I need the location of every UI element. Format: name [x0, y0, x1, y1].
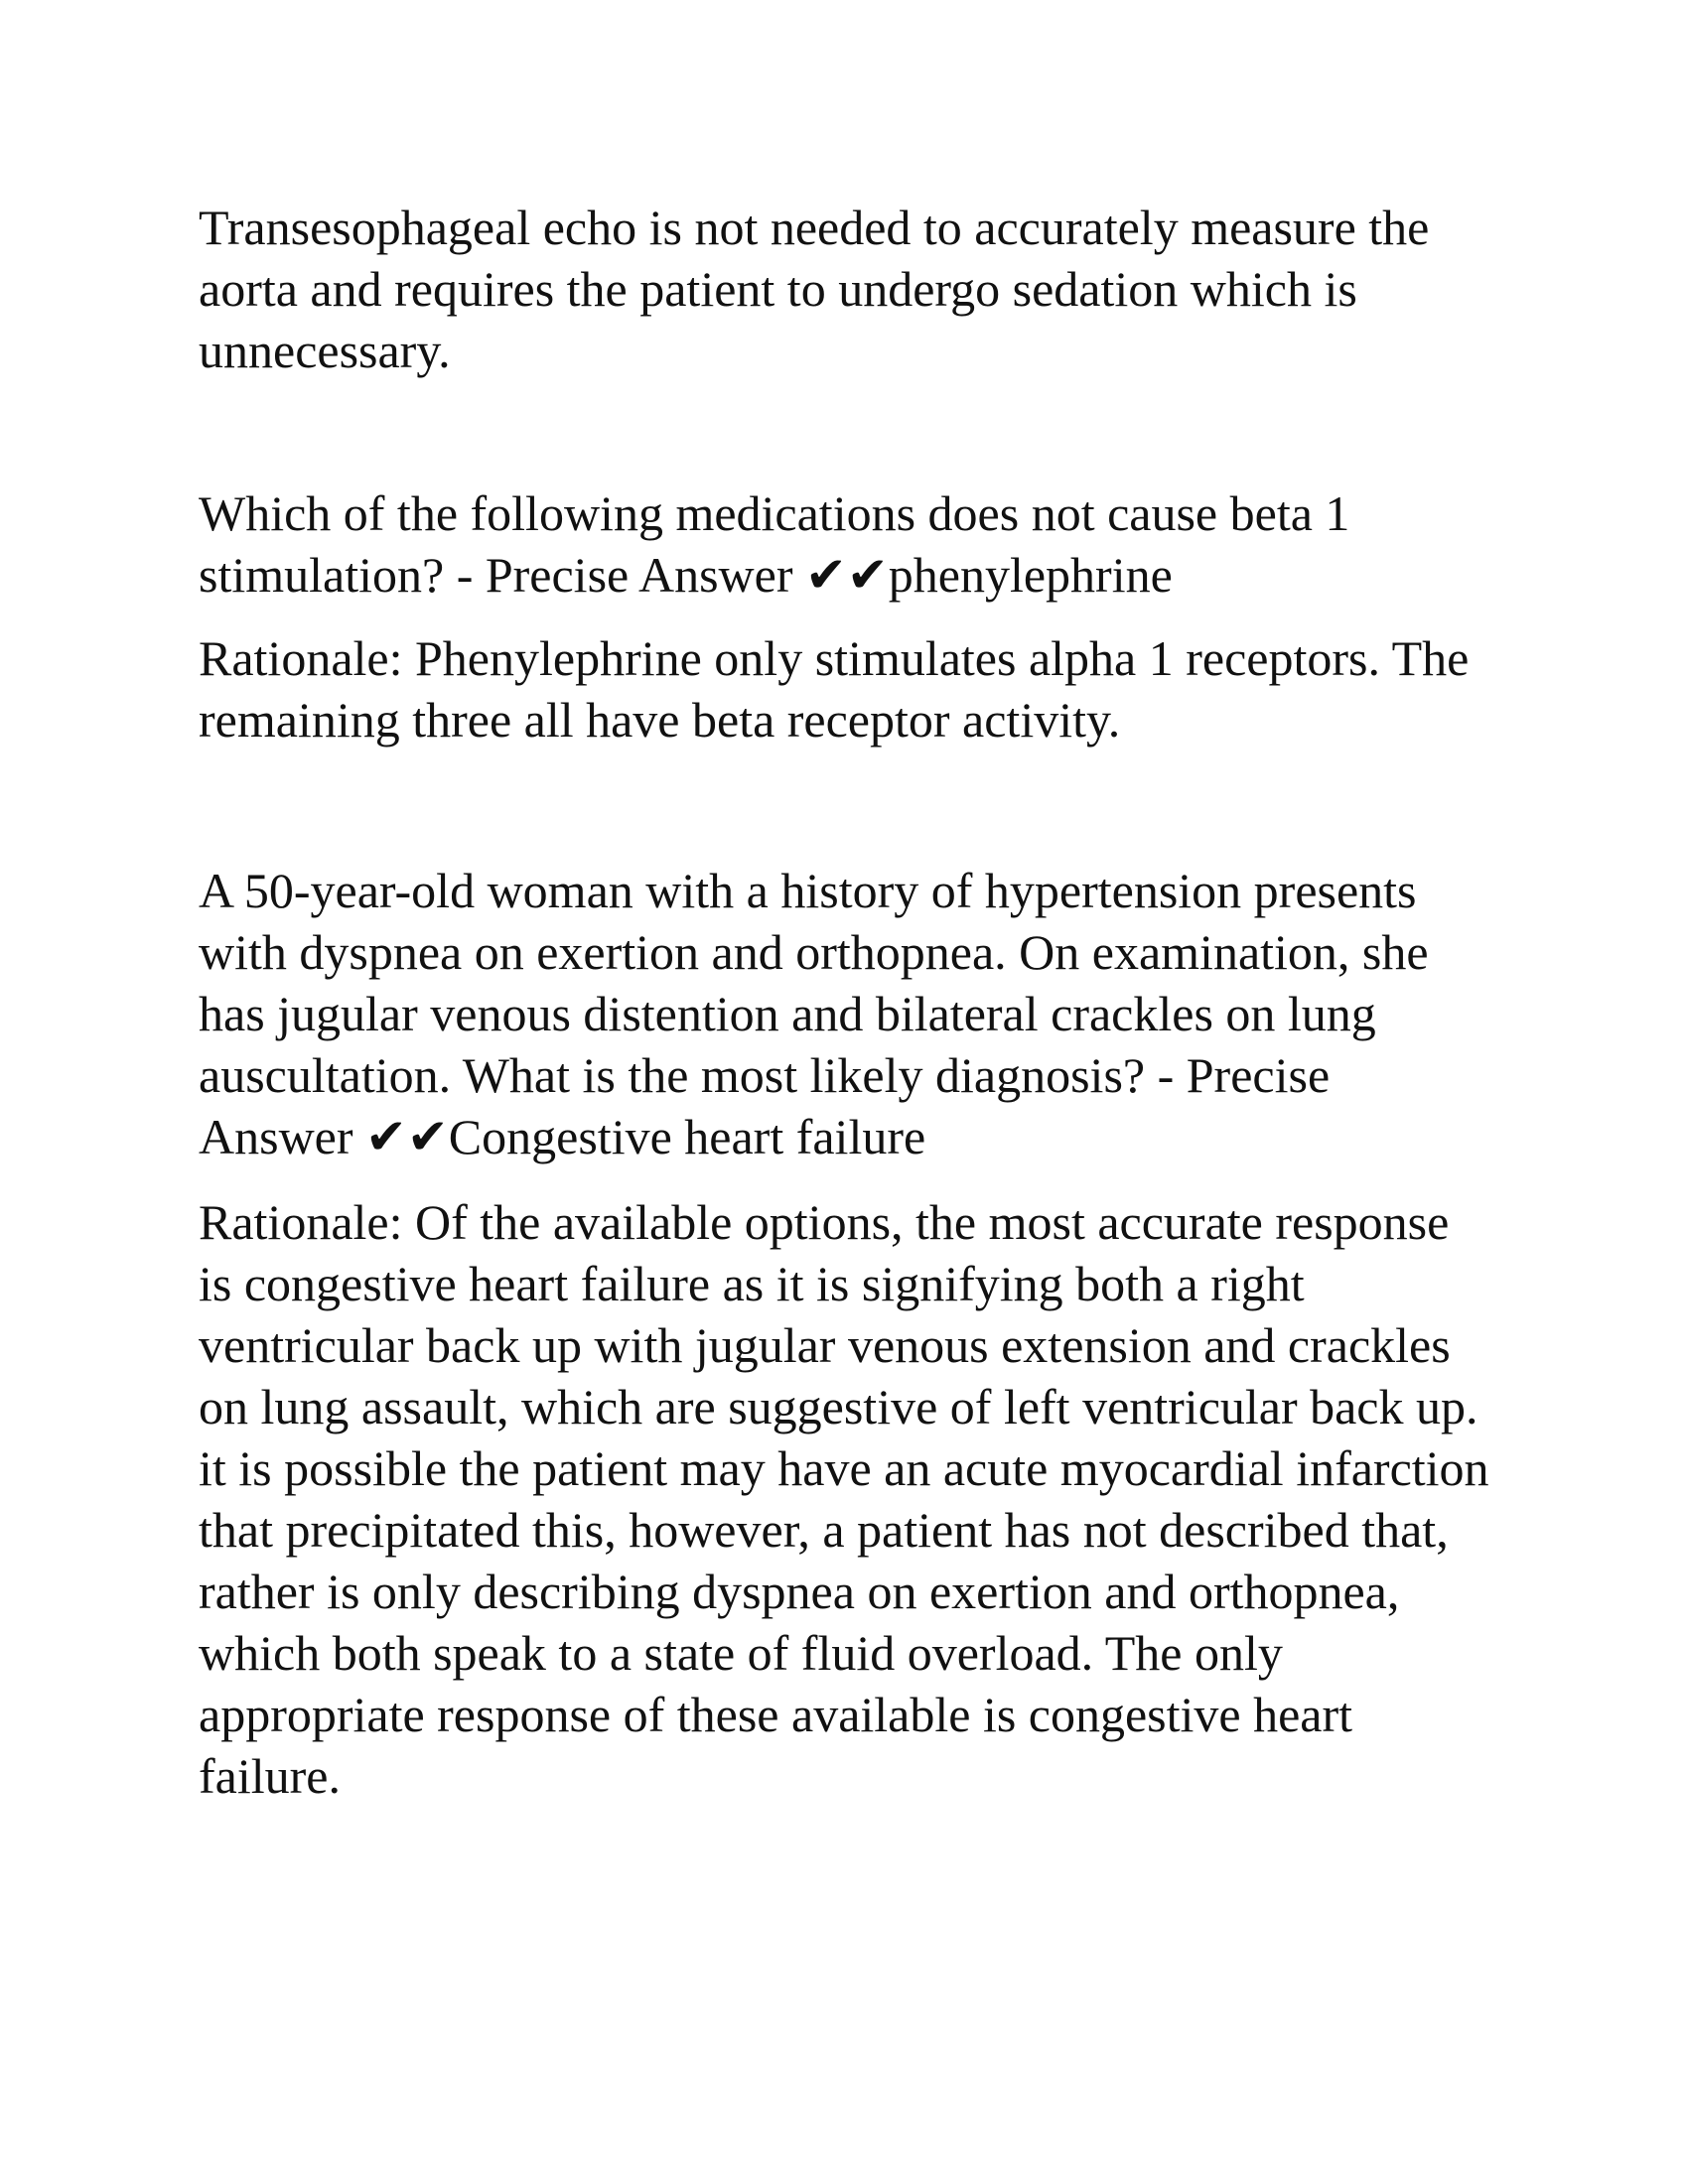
paragraph-echo-explanation: [199, 197, 1489, 381]
paragraph-chf-rationale: [199, 1191, 1489, 1807]
text-line: appropriate response of these available is congestive heart: [199, 1687, 1353, 1742]
text-line: ventricular back up with jugular venous extension and crackles: [199, 1317, 1451, 1373]
text-line: remaining three all have beta receptor activity.: [199, 692, 1121, 748]
text-line: it is possible the patient may have an acute myocardial infarction: [199, 1440, 1489, 1496]
text-line: with dyspnea on exertion and orthopnea. On examination, she: [199, 924, 1429, 980]
text-line: Answer ✔✔Congestive heart failure: [199, 1109, 926, 1164]
text-line: rather is only describing dyspnea on exertion and orthopnea,: [199, 1564, 1400, 1619]
text-line: has jugular venous distention and bilateral crackles on lung: [199, 986, 1376, 1041]
text-line: is congestive heart failure as it is signifying both a right: [199, 1256, 1305, 1311]
text-line: stimulation? - Precise Answer ✔✔phenylephrine: [199, 547, 1173, 603]
text-line: failure.: [199, 1748, 341, 1804]
text-line: on lung assault, which are suggestive of left ventricular back up.: [199, 1379, 1478, 1434]
text-line: aorta and requires the patient to undergo sedation which is: [199, 261, 1357, 317]
text-line: that precipitated this, however, a patient has not described that,: [199, 1502, 1449, 1558]
text-line: Transesophageal echo is not needed to accurately measure the: [199, 200, 1430, 255]
text-line: which both speak to a state of fluid overload. The only: [199, 1625, 1283, 1681]
paragraph-beta1-rationale: [199, 627, 1489, 751]
text-line: Which of the following medications does not cause beta 1: [199, 485, 1350, 541]
text-line: auscultation. What is the most likely diagnosis? - Precise: [199, 1047, 1331, 1103]
text-line: Rationale: Of the available options, the most accurate response: [199, 1194, 1450, 1250]
paragraph-chf-question: [199, 860, 1489, 1167]
text-line: unnecessary.: [199, 323, 451, 378]
text-line: Rationale: Phenylephrine only stimulates alpha 1 receptors. The: [199, 630, 1470, 686]
text-line: A 50-year-old woman with a history of hypertension presents: [199, 863, 1417, 918]
paragraph-beta1-question: [199, 482, 1489, 606]
